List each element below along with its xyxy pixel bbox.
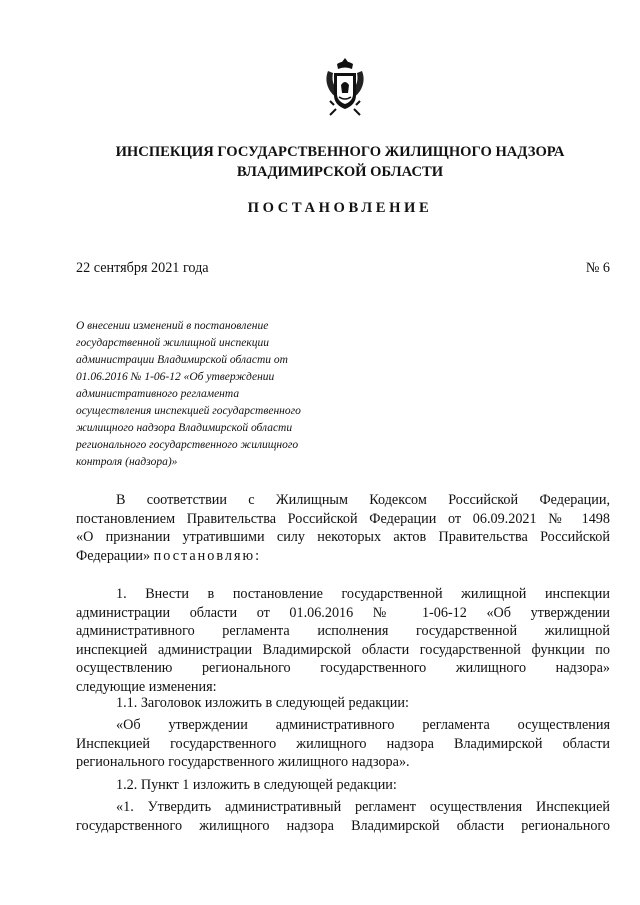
body-line: государственного жилищного надзора Владимирской области регионального xyxy=(76,817,610,834)
body-text: Федерации» xyxy=(76,547,151,564)
subject-line: регионального государственного жилищного xyxy=(76,439,299,451)
item-1-1-text xyxy=(76,716,610,772)
body-line: 1.1. Заголовок изложить в следующей редакции: xyxy=(116,695,409,711)
body-line: «О признании утратившими силу некоторых актов Правительства Российской xyxy=(76,529,610,545)
body-line: В соответствии с Жилищным Кодексом Российской Федерации, xyxy=(116,492,610,508)
subject-line: контроля (надзора)» xyxy=(76,456,178,468)
body-line: осуществлению регионального государственного жилищного надзора» xyxy=(76,660,610,676)
organization-name-line1: ИНСПЕКЦИЯ ГОСУДАРСТВЕННОГО ЖИЛИЩНОГО НАДЗОРА xyxy=(115,144,565,160)
coat-of-arms-icon xyxy=(322,55,368,117)
subject-line: О внесении изменений в постановление xyxy=(76,320,269,332)
body-line: Инспекцией государственного жилищного надзора Владимирской области xyxy=(76,735,610,752)
subject-line: 01.06.2016 № 1-06-12 «Об утверждении xyxy=(76,371,275,383)
item-1-2-paragraph xyxy=(76,776,610,795)
body-line: инспекцией администрации Владимирской области государственной функции по xyxy=(76,641,610,658)
item-1-paragraph xyxy=(76,585,610,696)
subject-line: администрации Владимирской области от xyxy=(76,354,288,366)
body-line: регионального государственного жилищного надзора». xyxy=(76,754,410,770)
body-line xyxy=(76,547,610,566)
item-1-1-paragraph xyxy=(76,694,610,713)
subject-line: жилищного надзора Владимирской области xyxy=(76,422,293,434)
subject-line: государственной жилищной инспекции xyxy=(76,337,269,349)
organization-name-line2: ВЛАДИМИРСКОЙ ОБЛАСТИ xyxy=(236,164,444,180)
body-line: следующие изменения: xyxy=(76,678,217,695)
resolution-word: постановляю: xyxy=(153,547,262,564)
preamble-paragraph xyxy=(76,491,610,565)
body-line: 1. Внести в постановление государственной жилищной инспекции xyxy=(116,586,610,602)
subject-line: осуществления инспекцией государственного xyxy=(76,405,301,417)
body-line: «Об утверждении административного регламента осуществления xyxy=(116,717,610,733)
item-1-2-text xyxy=(76,798,610,835)
document-subject xyxy=(76,318,346,471)
body-line: 1.2. Пункт 1 изложить в следующей редакции: xyxy=(116,777,397,793)
subject-line: административного регламента xyxy=(76,388,240,400)
document-number: № 6 xyxy=(585,260,610,276)
body-line: «1. Утвердить административный регламент осуществления Инспекцией xyxy=(116,799,610,815)
body-line: административного регламента исполнения государственной жилищной xyxy=(76,623,610,639)
body-line: администрации области от 01.06.2016 № 1-06-12 «Об утверждении xyxy=(76,604,610,621)
document-date: 22 сентября 2021 года xyxy=(76,260,209,276)
body-line: постановлением Правительства Российской Федерации от 06.09.2021 № 1498 xyxy=(76,510,610,527)
document-type-title: ПОСТАНОВЛЕНИЕ xyxy=(247,200,433,216)
